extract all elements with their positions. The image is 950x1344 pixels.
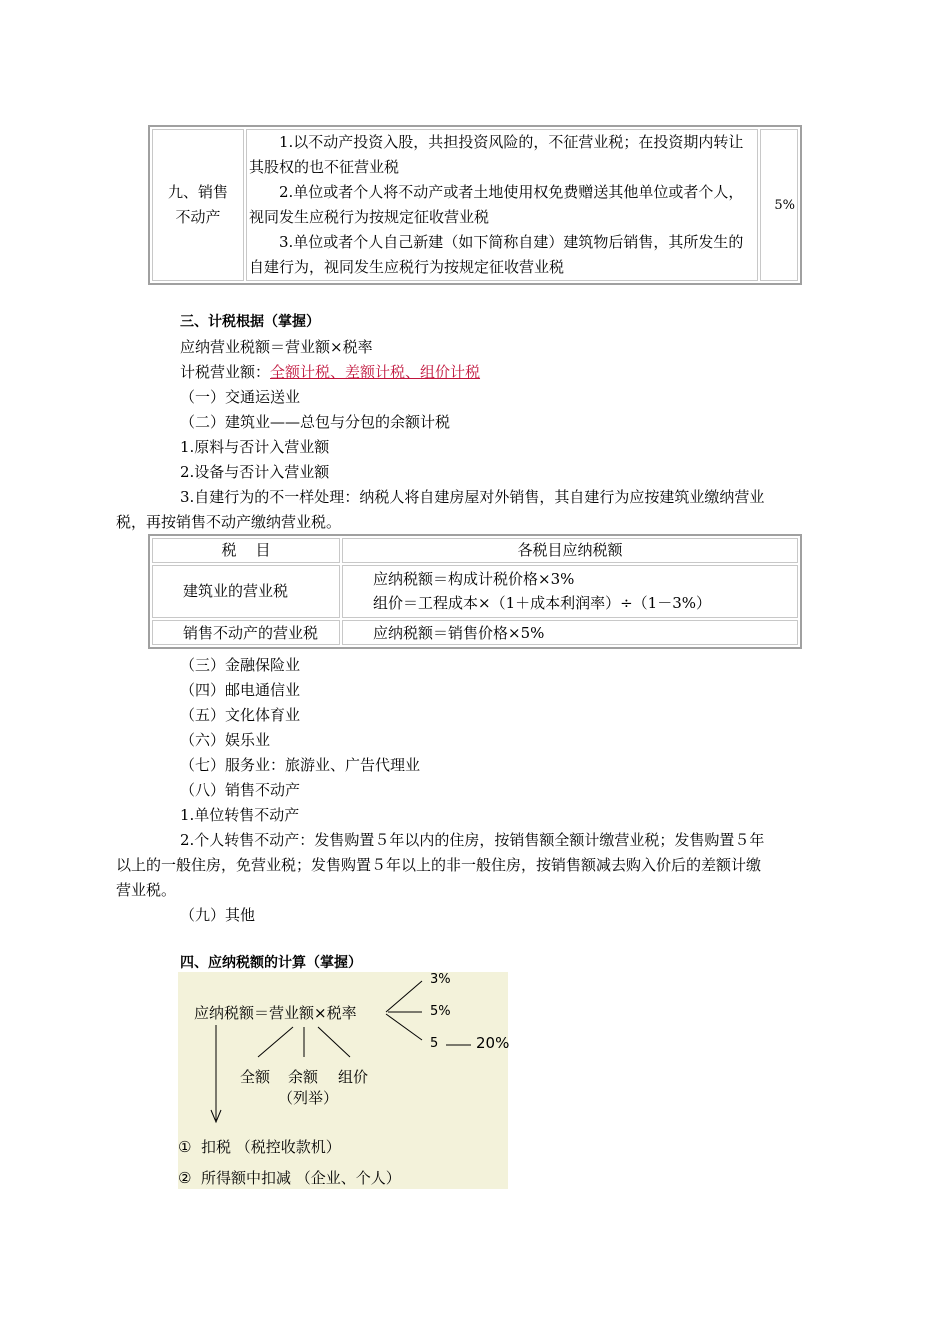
row-formula-cell	[342, 620, 798, 645]
list-item: 3.自建行为的不一样处理：纳税人将自建房屋对外销售，其自建行为应按建筑业缴纳营业	[180, 488, 765, 506]
description-item: 1.以不动产投资入股，共担投资风险的，不征营业税；在投资期内转让其股权的也不征营业税	[249, 133, 744, 176]
list-item: 1.原料与否计入营业额	[180, 438, 330, 456]
sale-real-estate-table	[148, 125, 802, 285]
tax-calculation-diagram	[178, 972, 508, 1189]
diagram-rate-5: 5%	[430, 1004, 451, 1019]
list-item: （八）销售不动产	[180, 781, 301, 799]
list-item: （七）服务业：旅游业、广告代理业	[180, 756, 421, 774]
list-item: （一）交通运送业	[180, 388, 301, 406]
tax-basis-link[interactable]: 全额计税、差额计税、组价计税	[270, 363, 481, 381]
category-cell	[152, 129, 244, 281]
list-item: 1.单位转售不动产	[180, 806, 300, 824]
diagram-basis-balance: 余额	[288, 1068, 319, 1086]
diagram-rate-3: 3%	[430, 972, 451, 987]
list-item-continued: 税，再按销售不动产缴纳营业税。	[116, 513, 342, 531]
section3-heading: 三、计税根据（掌握）	[180, 314, 320, 330]
list-item: （三）金融保险业	[180, 656, 301, 674]
diagram-basis-composite: 组价	[338, 1068, 369, 1086]
list-item: （九）其他	[180, 906, 256, 924]
section4-heading: 四、应纳税额的计算（掌握）	[180, 955, 362, 971]
diagram-method-1: ① 扣税 （税控收款机）	[178, 1138, 341, 1156]
header-tax-item: 税 目	[221, 541, 271, 560]
header-cell	[342, 538, 798, 563]
list-item: 2.设备与否计入营业额	[180, 463, 330, 481]
row-name: 销售不动产的营业税	[183, 623, 319, 642]
row-name: 建筑业的营业税	[183, 582, 289, 601]
diagram-rate-range-to: 20%	[476, 1034, 510, 1052]
diagram-basis-note: （列举）	[278, 1089, 339, 1107]
header-tax-amount: 各税目应纳税额	[517, 541, 623, 560]
header-cell	[152, 538, 340, 563]
list-item-continued: 以上的一般住房，免营业税；发售购置５年以上的非一般住房，按销售额减去购入价后的差额计缴	[116, 856, 762, 874]
diagram-basis-full: 全额	[240, 1068, 271, 1086]
formula-line: 应纳税额＝销售价格×5%	[373, 623, 545, 642]
list-item: 2.个人转售不动产：发售购置５年以内的住房，按销售额全额计缴营业税；发售购置５年	[180, 831, 765, 849]
row-formula-cell	[342, 565, 798, 619]
formula-line: 组价＝工程成本×（1＋成本利润率）÷（1－3%）	[373, 594, 712, 613]
list-item: （四）邮电通信业	[180, 681, 301, 699]
rate-text: 5%	[774, 198, 795, 213]
diagram-formula: 应纳税额＝营业额×税率	[194, 1004, 357, 1022]
row-name-cell	[152, 565, 340, 619]
diagram-method-2: ② 所得额中扣减 （企业、个人）	[178, 1169, 401, 1187]
category-text: 九、销售不动产	[167, 183, 228, 226]
description-item: 2.单位或者个人将不动产或者土地使用权免费赠送其他单位或者个人，视同发生应税行为按规定征收营业税	[249, 183, 744, 226]
rate-cell	[760, 129, 798, 281]
formula-line: 应纳税额＝构成计税价格×3%	[373, 570, 575, 589]
tax-amount-table	[148, 534, 802, 649]
description-item: 3.单位或者个人自己新建（如下简称自建）建筑物后销售，其所发生的自建行为，视同发生应税行为按规定征收营业税	[249, 233, 744, 276]
tax-basis-label: 计税营业额：	[180, 363, 271, 381]
diagram-rate-range-from: 5	[430, 1036, 439, 1051]
list-item: （六）娱乐业	[180, 731, 271, 749]
list-item: （二）建筑业——总包与分包的余额计税	[180, 413, 451, 431]
tax-formula: 应纳营业税额＝营业额×税率	[180, 338, 373, 356]
list-item-continued: 营业税。	[116, 881, 177, 899]
list-item: （五）文化体育业	[180, 706, 301, 724]
description-cell	[246, 129, 758, 281]
row-name-cell	[152, 620, 340, 645]
tax-basis	[180, 362, 480, 382]
